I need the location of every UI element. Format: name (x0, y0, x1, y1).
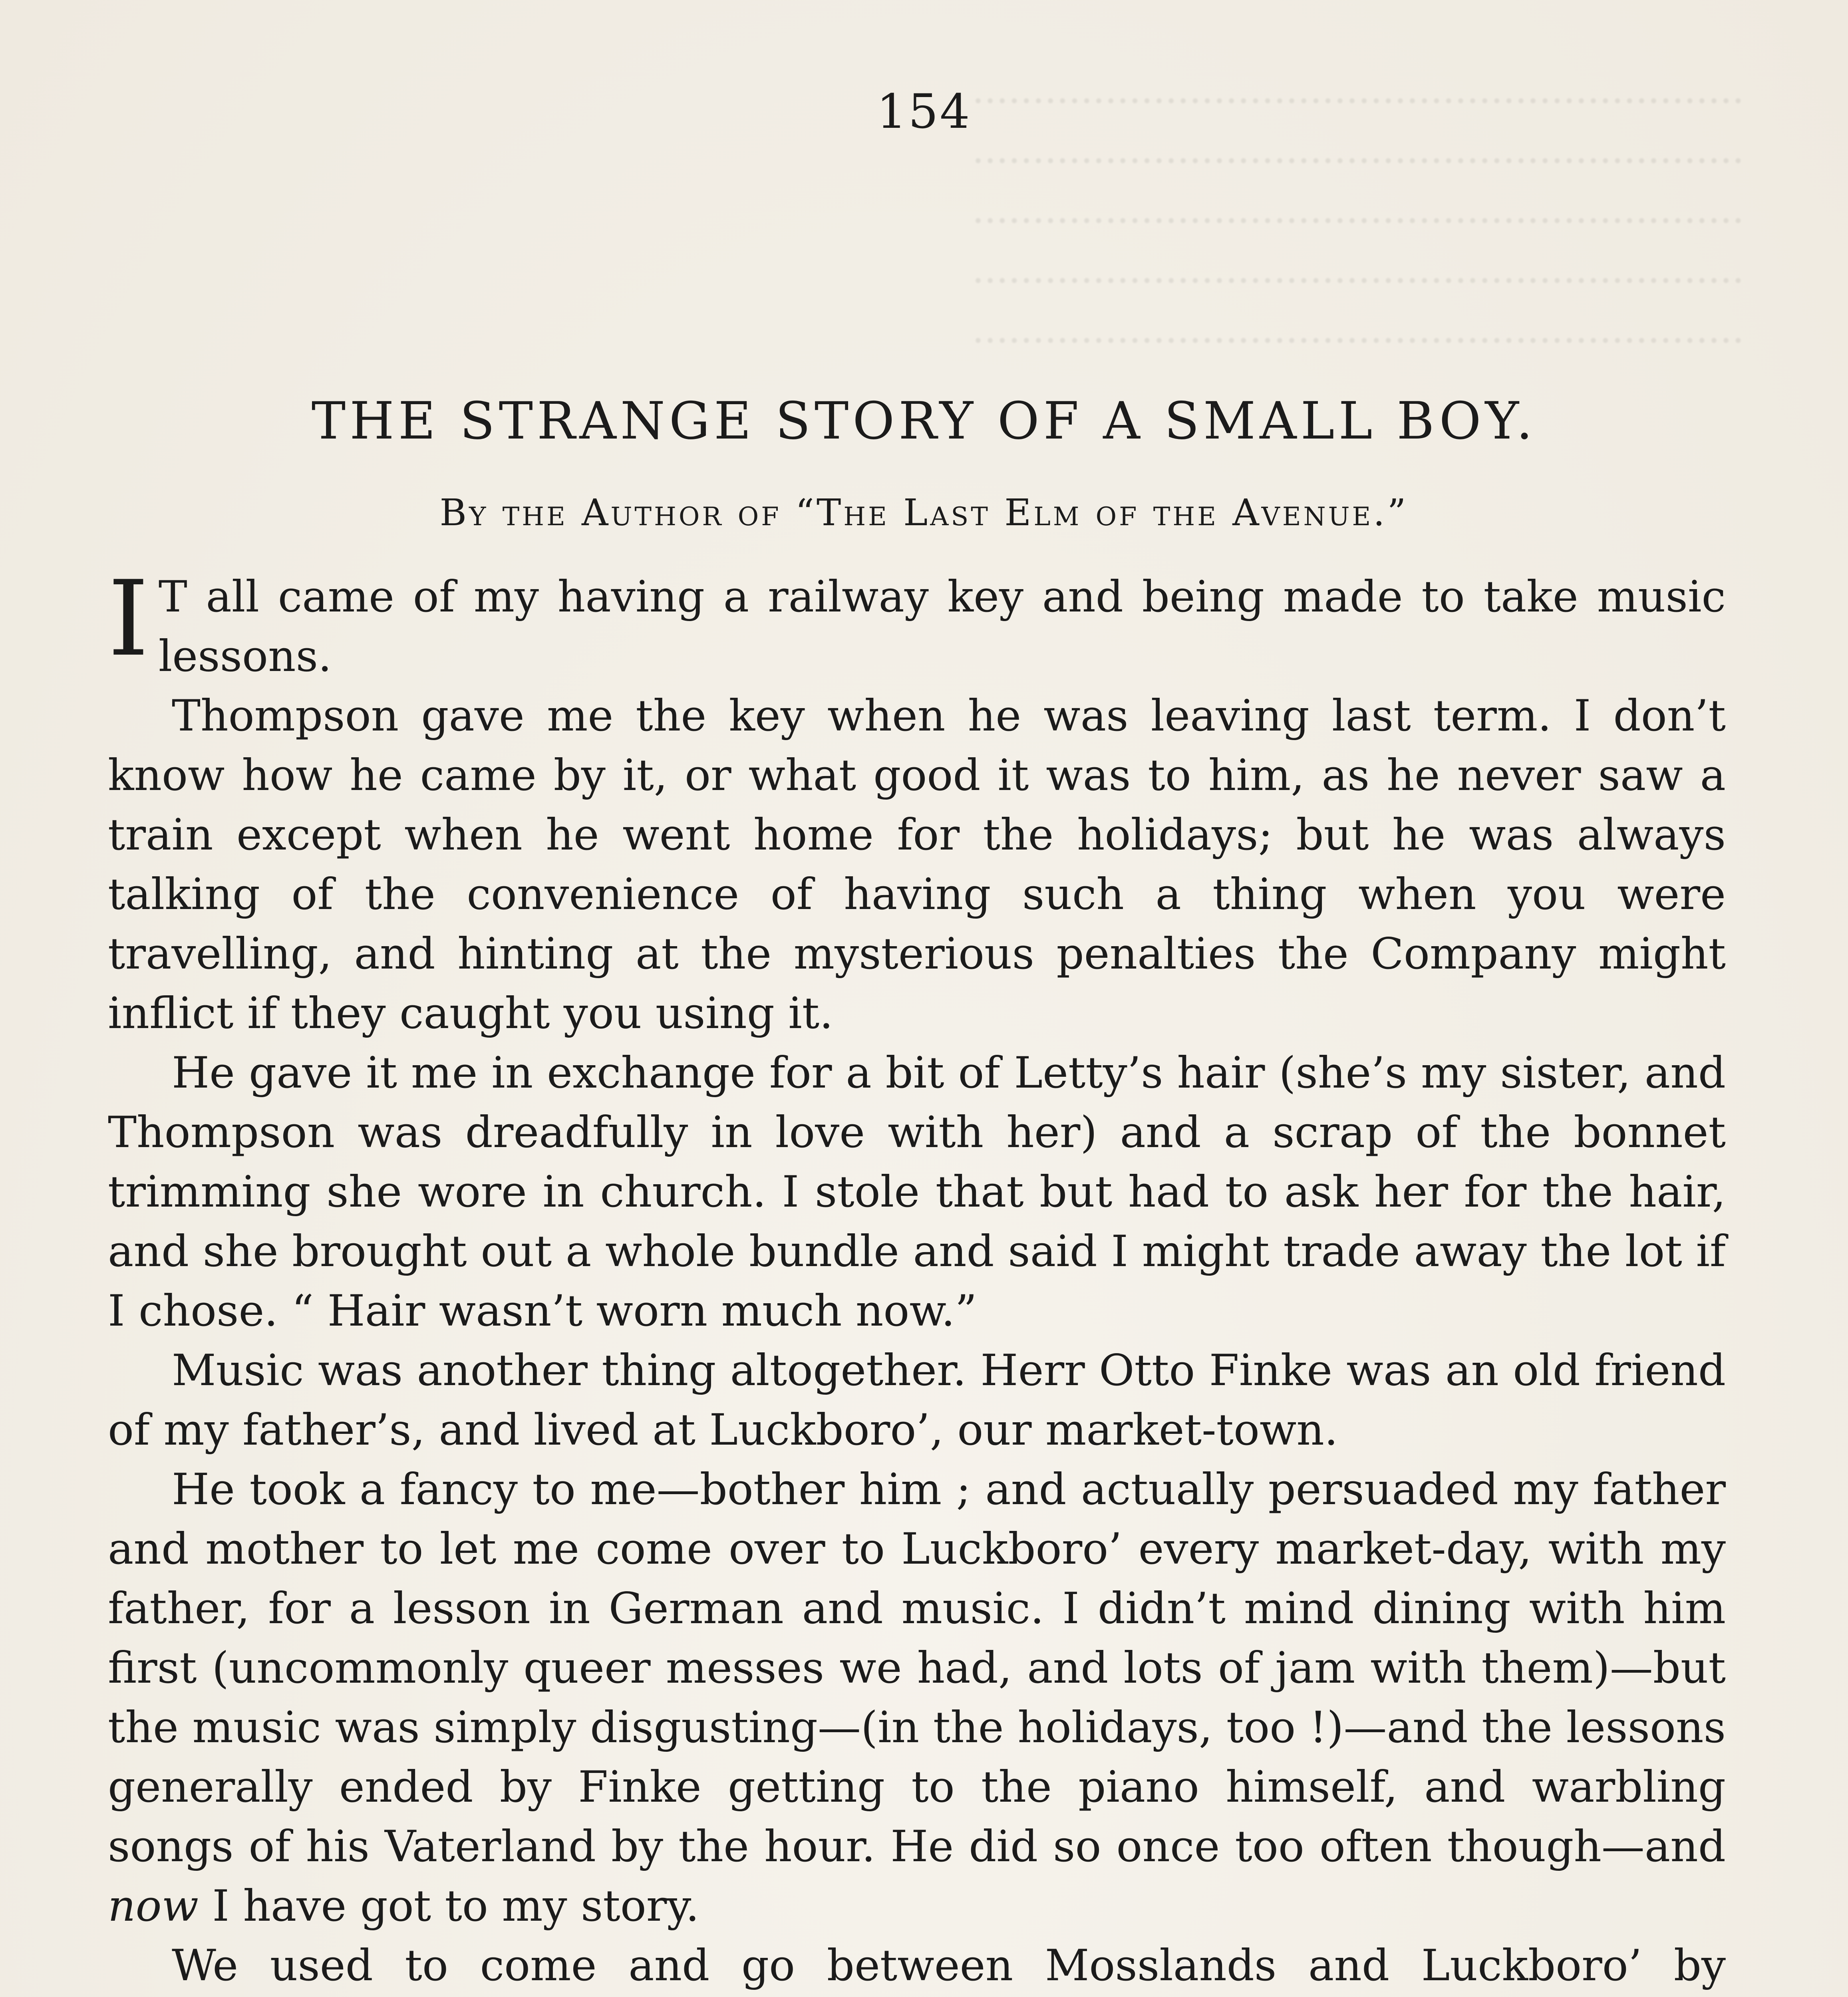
paragraph-5-end: I have got to my story. (212, 1881, 699, 1931)
show-through-text: ................................................................ ................................................................ ................................................................ ................................................................ ................................................................ (972, 68, 1744, 351)
paragraph-2: Thompson gave me the key when he was leaving last term. I don’t know how he came by it, or what good it was to him, as he never saw a train except when he went home for the holidays; but he was always talking of the convenience of having such a thing when you were travelling, and hinting at the mysterious penalties the Company might inflict if they caught you using it. (108, 691, 1726, 1038)
paragraph-5-text: He took a fancy to me—bother him ; and actually persuaded my father and mother to let me come over to Luckboro’ every market-day, with my father, for a lesson in German and music. I didn’t mind dining with him first (uncommonly queer messes we had, and lots of jam with them)—but the music was simply disgusting—(in the holidays, too !)—and the lessons generally ended by Finke getting to the piano himself, and warbling songs of his Vaterland by the hour. He did so once too often though—and (108, 1465, 1726, 1872)
paragraph-3: He gave it me in exchange for a bit of Letty’s hair (she’s my sister, and Thompson was dreadfully in love with her) and a scrap of the bonnet trimming she wore in church. I stole that but had to ask her for the hair, and she brought out a whole bundle and said I might trade away the lot if I chose. “ Hair wasn’t worn much now.” (108, 1048, 1726, 1336)
page-number: 154 (876, 84, 972, 139)
story-title: THE STRANGE STORY OF A SMALL BOY. (311, 391, 1537, 451)
paragraph-5 (108, 1460, 1726, 1936)
story-byline: By the Author of “The Last Elm of the Avenue.” (439, 491, 1409, 534)
drop-cap: I (108, 559, 149, 679)
story-body (108, 559, 1726, 1997)
paragraph-5-emphasis: now (108, 1881, 199, 1931)
paragraph-4: Music was another thing altogether. Herr Otto Finke was an old friend of my father’s, and lived at Luckboro’, our market-town. (108, 1346, 1726, 1455)
paragraph-1 (108, 559, 1726, 686)
paragraph-1-text: T all came of my having a railway key and being made to take music lessons. (158, 572, 1726, 681)
paragraph-6: We used to come and go between Mosslands and Luckboro’ by (172, 1941, 1726, 1991)
